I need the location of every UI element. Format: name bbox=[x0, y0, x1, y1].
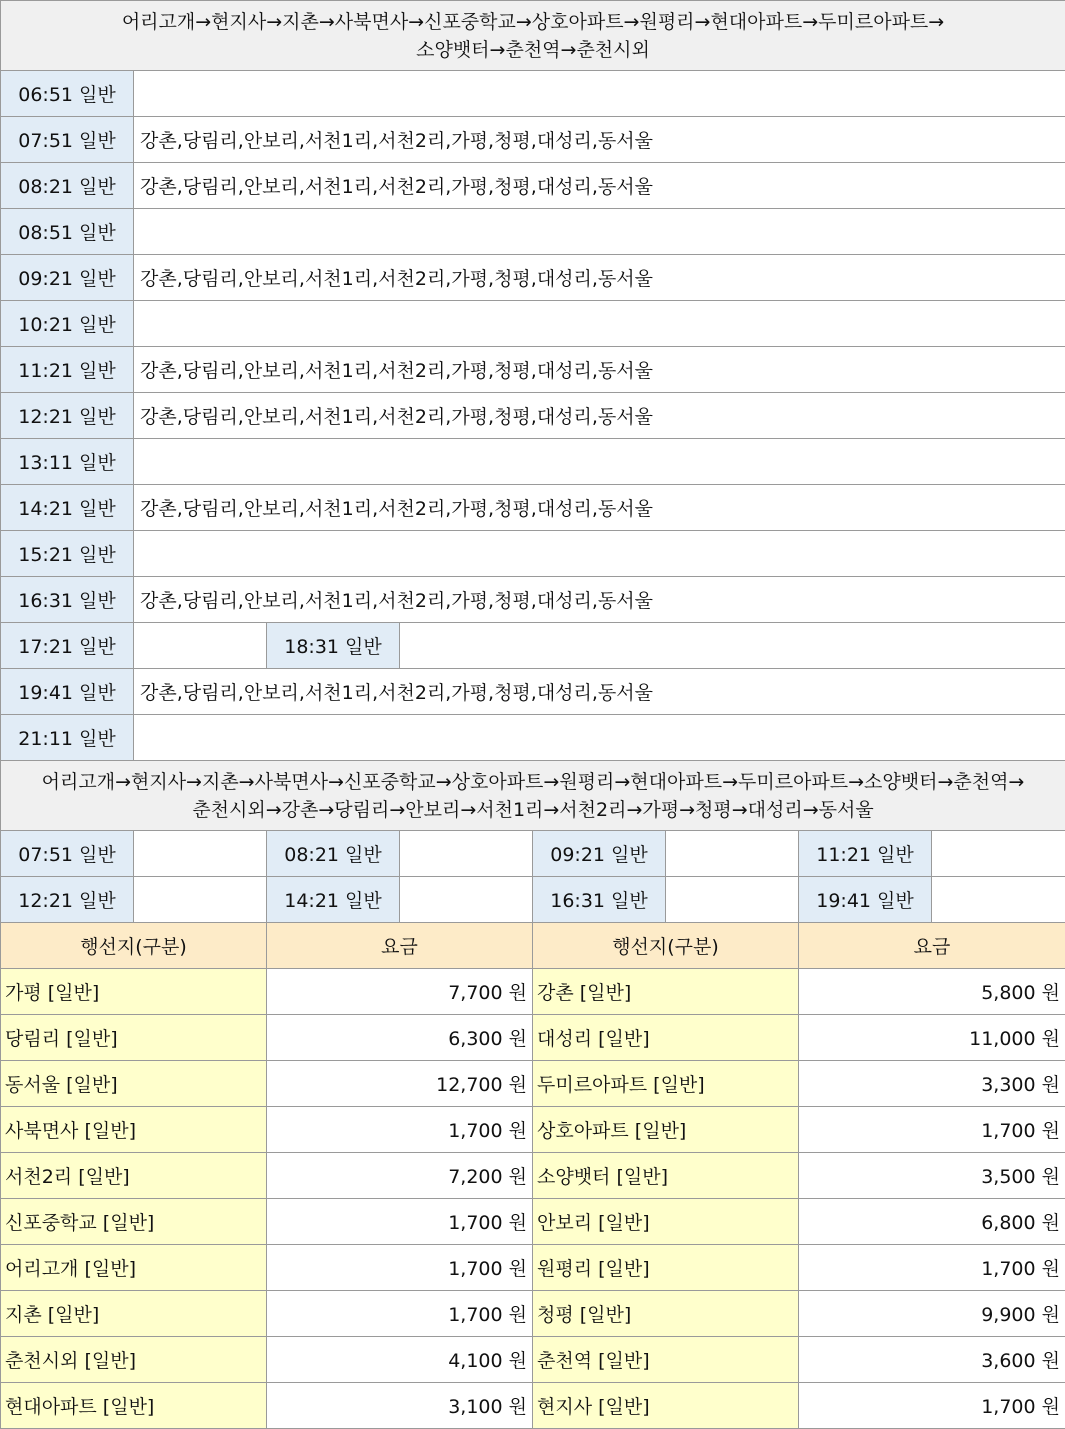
destination: 지촌 [일반] bbox=[1, 1291, 267, 1337]
departure-time: 10:21 일반 bbox=[1, 301, 134, 347]
fare-row bbox=[1, 1107, 1065, 1153]
fare-amount: 1,700 원 bbox=[267, 1245, 533, 1291]
via-stops: 강촌,당림리,안보리,서천1리,서천2리,가평,청평,대성리,동서울 bbox=[134, 393, 1065, 439]
destination: 춘천시외 [일반] bbox=[1, 1337, 267, 1383]
via-stops: 강촌,당림리,안보리,서천1리,서천2리,가평,청평,대성리,동서울 bbox=[134, 255, 1065, 301]
fare-amount: 6,300 원 bbox=[267, 1015, 533, 1061]
departure-time: 12:21 일반 bbox=[1, 393, 134, 439]
route-1-line-2: 소양뱃터→춘천역→춘천시외 bbox=[7, 36, 1059, 64]
fare-row bbox=[1, 969, 1065, 1015]
empty-cell bbox=[134, 877, 267, 923]
fare-amount: 7,200 원 bbox=[267, 1153, 533, 1199]
fare-amount: 12,700 원 bbox=[267, 1061, 533, 1107]
route-header bbox=[1, 761, 1065, 831]
fare-amount: 4,100 원 bbox=[267, 1337, 533, 1383]
fare-amount: 3,600 원 bbox=[799, 1337, 1065, 1383]
destination: 현지사 [일반] bbox=[533, 1383, 799, 1429]
fare-header: 요금 bbox=[267, 923, 533, 969]
departure-time: 08:21 일반 bbox=[267, 831, 400, 877]
departure-time: 15:21 일반 bbox=[1, 531, 134, 577]
destination-header: 행선지(구분) bbox=[533, 923, 799, 969]
schedule-row bbox=[1, 439, 1065, 485]
schedule-row bbox=[1, 71, 1065, 117]
fare-row bbox=[1, 1291, 1065, 1337]
departure-time: 21:11 일반 bbox=[1, 715, 134, 761]
schedule-row bbox=[1, 393, 1065, 439]
via-stops bbox=[134, 715, 1065, 761]
via-stops: 강촌,당림리,안보리,서천1리,서천2리,가평,청평,대성리,동서울 bbox=[134, 347, 1065, 393]
schedule-row bbox=[1, 877, 1065, 923]
destination: 강촌 [일반] bbox=[533, 969, 799, 1015]
destination: 가평 [일반] bbox=[1, 969, 267, 1015]
empty-cell bbox=[400, 877, 533, 923]
empty-cell bbox=[932, 877, 1065, 923]
schedule-row bbox=[1, 669, 1065, 715]
empty-cell bbox=[400, 623, 1065, 669]
destination: 현대아파트 [일반] bbox=[1, 1383, 267, 1429]
departure-time: 11:21 일반 bbox=[1, 347, 134, 393]
destination: 원평리 [일반] bbox=[533, 1245, 799, 1291]
schedule-row bbox=[1, 531, 1065, 577]
route-2-stops bbox=[1, 761, 1065, 831]
destination: 어리고개 [일반] bbox=[1, 1245, 267, 1291]
fare-row bbox=[1, 1337, 1065, 1383]
via-stops bbox=[134, 301, 1065, 347]
fare-amount: 1,700 원 bbox=[799, 1383, 1065, 1429]
via-stops: 강촌,당림리,안보리,서천1리,서천2리,가평,청평,대성리,동서울 bbox=[134, 669, 1065, 715]
route-1-line-1: 어리고개→현지사→지촌→사북면사→신포중학교→상호아파트→원평리→현대아파트→두미르아파트→ bbox=[7, 8, 1059, 36]
destination: 사북면사 [일반] bbox=[1, 1107, 267, 1153]
route-2-line-2: 춘천시외→강촌→당림리→안보리→서천1리→서천2리→가평→청평→대성리→동서울 bbox=[7, 796, 1059, 824]
via-stops bbox=[134, 439, 1065, 485]
schedule-row bbox=[1, 485, 1065, 531]
fare-amount: 3,500 원 bbox=[799, 1153, 1065, 1199]
departure-time: 07:51 일반 bbox=[1, 831, 134, 877]
destination-header: 행선지(구분) bbox=[1, 923, 267, 969]
destination: 두미르아파트 [일반] bbox=[533, 1061, 799, 1107]
empty-cell bbox=[666, 877, 799, 923]
fare-amount: 3,100 원 bbox=[267, 1383, 533, 1429]
destination: 상호아파트 [일반] bbox=[533, 1107, 799, 1153]
schedule-row bbox=[1, 117, 1065, 163]
destination: 소양뱃터 [일반] bbox=[533, 1153, 799, 1199]
departure-time: 07:51 일반 bbox=[1, 117, 134, 163]
fare-amount: 1,700 원 bbox=[267, 1291, 533, 1337]
route-1-stops bbox=[1, 1, 1065, 71]
fare-row bbox=[1, 1383, 1065, 1429]
departure-time: 19:41 일반 bbox=[799, 877, 932, 923]
via-stops bbox=[134, 209, 1065, 255]
fare-amount: 9,900 원 bbox=[799, 1291, 1065, 1337]
via-stops bbox=[134, 531, 1065, 577]
empty-cell bbox=[400, 831, 533, 877]
destination: 서천2리 [일반] bbox=[1, 1153, 267, 1199]
departure-time: 09:21 일반 bbox=[1, 255, 134, 301]
destination: 신포중학교 [일반] bbox=[1, 1199, 267, 1245]
fare-row bbox=[1, 1199, 1065, 1245]
destination: 청평 [일반] bbox=[533, 1291, 799, 1337]
route-header bbox=[1, 1, 1065, 71]
departure-time: 14:21 일반 bbox=[267, 877, 400, 923]
fare-row bbox=[1, 1061, 1065, 1107]
fare-amount: 1,700 원 bbox=[267, 1107, 533, 1153]
departure-time: 09:21 일반 bbox=[533, 831, 666, 877]
via-stops bbox=[134, 71, 1065, 117]
departure-time: 12:21 일반 bbox=[1, 877, 134, 923]
schedule-row bbox=[1, 163, 1065, 209]
fare-amount: 1,700 원 bbox=[799, 1245, 1065, 1291]
departure-time: 11:21 일반 bbox=[799, 831, 932, 877]
schedule-row bbox=[1, 255, 1065, 301]
departure-time: 18:31 일반 bbox=[267, 623, 400, 669]
schedule-row bbox=[1, 715, 1065, 761]
schedule-row bbox=[1, 831, 1065, 877]
departure-time: 08:51 일반 bbox=[1, 209, 134, 255]
fare-row bbox=[1, 1153, 1065, 1199]
schedule-row bbox=[1, 301, 1065, 347]
departure-time: 17:21 일반 bbox=[1, 623, 134, 669]
empty-cell bbox=[134, 831, 267, 877]
destination: 안보리 [일반] bbox=[533, 1199, 799, 1245]
schedule-row bbox=[1, 347, 1065, 393]
schedule-row bbox=[1, 577, 1065, 623]
route-2-line-1: 어리고개→현지사→지촌→사북면사→신포중학교→상호아파트→원평리→현대아파트→두미르아파트→소양뱃터→춘천역→ bbox=[7, 768, 1059, 796]
fare-amount: 6,800 원 bbox=[799, 1199, 1065, 1245]
fare-amount: 7,700 원 bbox=[267, 969, 533, 1015]
destination: 동서울 [일반] bbox=[1, 1061, 267, 1107]
departure-time: 14:21 일반 bbox=[1, 485, 134, 531]
fare-amount: 1,700 원 bbox=[267, 1199, 533, 1245]
empty-cell bbox=[134, 623, 267, 669]
fare-amount: 1,700 원 bbox=[799, 1107, 1065, 1153]
via-stops: 강촌,당림리,안보리,서천1리,서천2리,가평,청평,대성리,동서울 bbox=[134, 577, 1065, 623]
fare-amount: 3,300 원 bbox=[799, 1061, 1065, 1107]
departure-time: 08:21 일반 bbox=[1, 163, 134, 209]
destination: 당림리 [일반] bbox=[1, 1015, 267, 1061]
via-stops: 강촌,당림리,안보리,서천1리,서천2리,가평,청평,대성리,동서울 bbox=[134, 117, 1065, 163]
schedule-row bbox=[1, 209, 1065, 255]
via-stops: 강촌,당림리,안보리,서천1리,서천2리,가평,청평,대성리,동서울 bbox=[134, 163, 1065, 209]
fare-row bbox=[1, 1245, 1065, 1291]
via-stops: 강촌,당림리,안보리,서천1리,서천2리,가평,청평,대성리,동서울 bbox=[134, 485, 1065, 531]
destination: 춘천역 [일반] bbox=[533, 1337, 799, 1383]
fare-amount: 11,000 원 bbox=[799, 1015, 1065, 1061]
empty-cell bbox=[932, 831, 1065, 877]
departure-time: 19:41 일반 bbox=[1, 669, 134, 715]
departure-time: 16:31 일반 bbox=[533, 877, 666, 923]
fare-row bbox=[1, 1015, 1065, 1061]
departure-time: 13:11 일반 bbox=[1, 439, 134, 485]
fare-header: 요금 bbox=[799, 923, 1065, 969]
fare-header-row bbox=[1, 923, 1065, 969]
fare-amount: 5,800 원 bbox=[799, 969, 1065, 1015]
departure-time: 16:31 일반 bbox=[1, 577, 134, 623]
empty-cell bbox=[666, 831, 799, 877]
departure-time: 06:51 일반 bbox=[1, 71, 134, 117]
schedule-row bbox=[1, 623, 1065, 669]
destination: 대성리 [일반] bbox=[533, 1015, 799, 1061]
